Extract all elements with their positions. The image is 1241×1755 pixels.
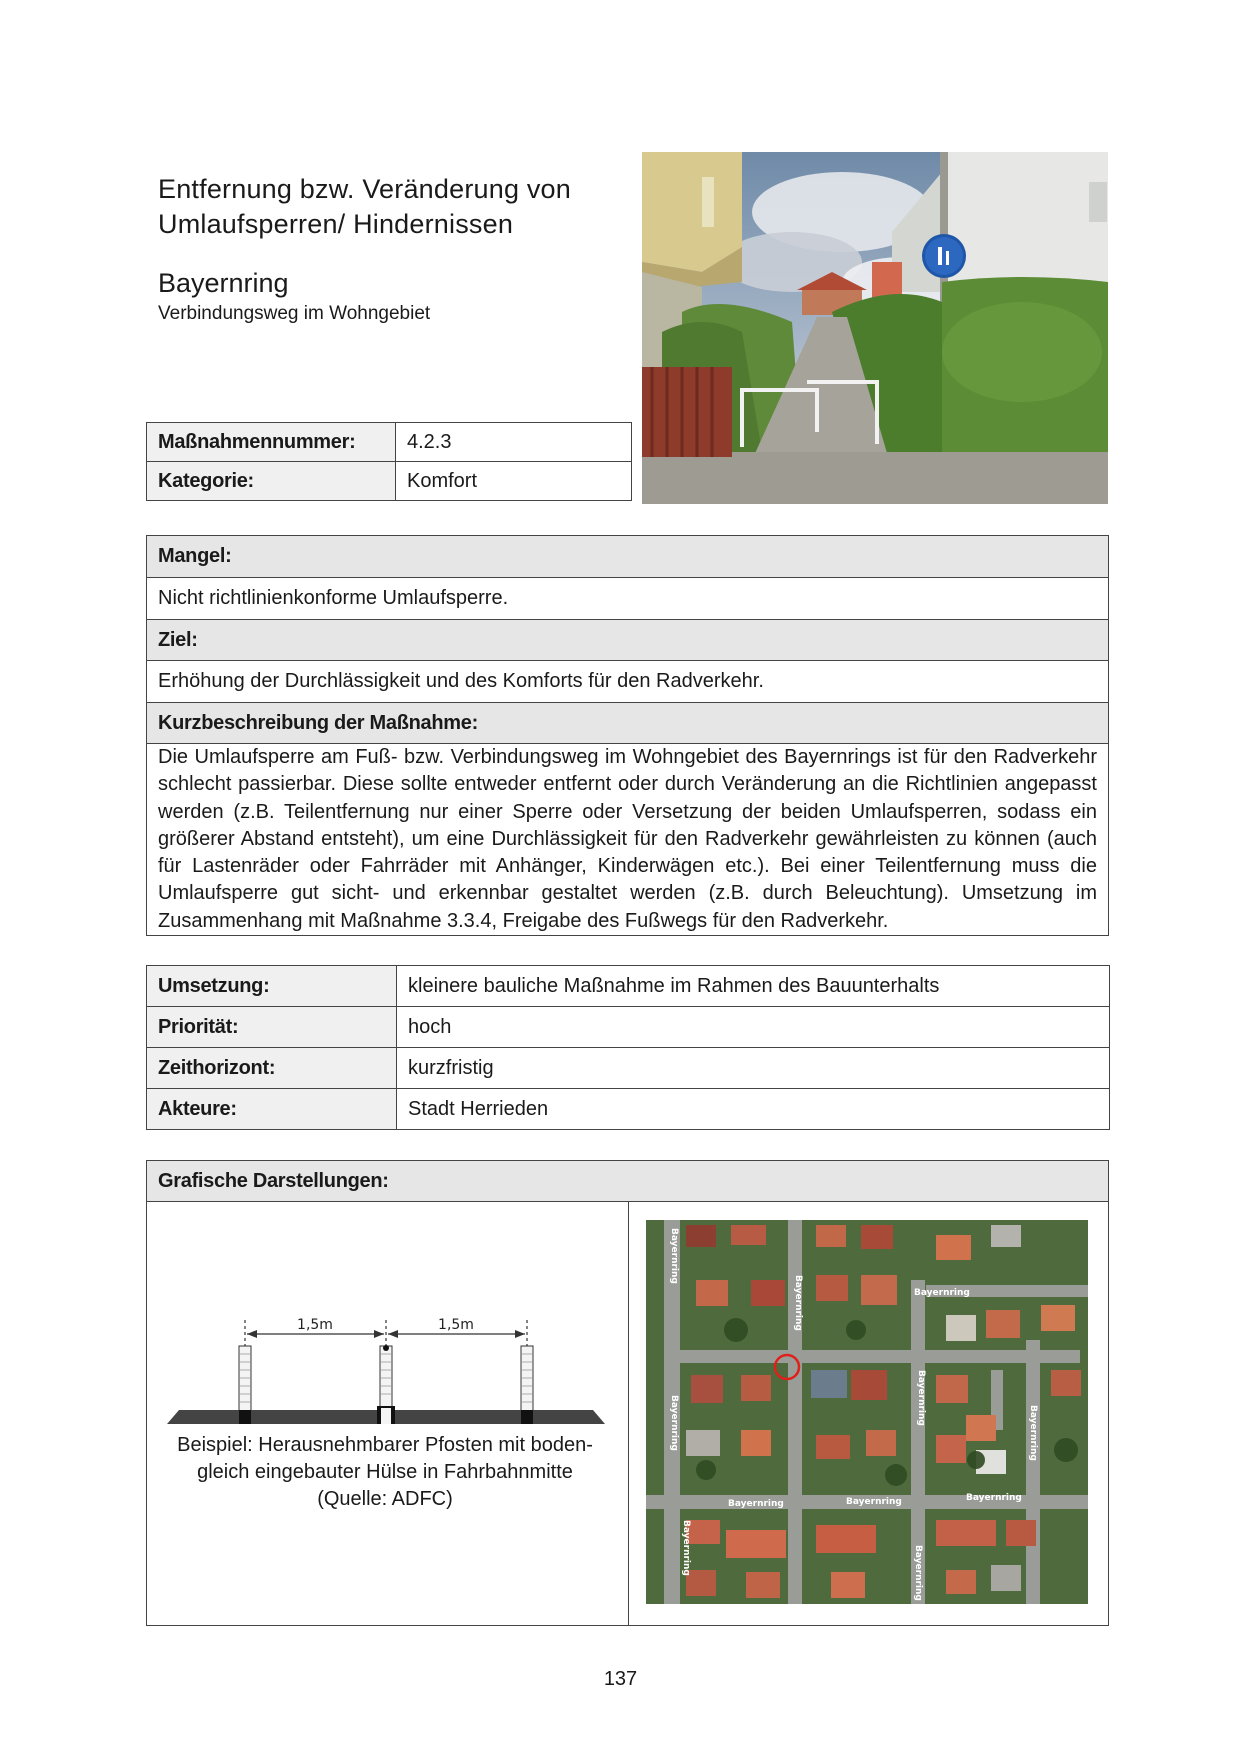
map-label-10: Bayernring <box>681 1520 691 1576</box>
mangel-label: Mangel: <box>147 536 1109 578</box>
details-row-umsetzung <box>147 966 1110 1007</box>
grafik-divider <box>628 1202 629 1625</box>
location-heading: Bayernring <box>158 268 289 298</box>
bollard-diagram <box>165 1310 605 1430</box>
ziel-label: Ziel: <box>147 620 1109 661</box>
map-label-11: Bayernring <box>913 1545 923 1601</box>
map-label-4: Bayernring <box>916 1370 926 1426</box>
photo-illustration <box>642 152 1108 504</box>
details-value-akteure: Stadt Herrieden <box>397 1089 1110 1130</box>
caption-line-1: Beispiel: Herausnehmbarer Pfosten mit boden- <box>177 1434 593 1456</box>
details-value-zeithorizont: kurzfristig <box>397 1048 1110 1089</box>
meta-table <box>146 422 632 501</box>
map-label-5: Bayernring <box>669 1395 679 1451</box>
details-label-akteure: Akteure: <box>147 1089 397 1130</box>
map-label-9: Bayernring <box>966 1493 1022 1503</box>
details-table <box>146 965 1110 1130</box>
details-row-zeithorizont <box>147 1048 1110 1089</box>
meta-label-nummer: Maßnahmennummer: <box>147 423 396 462</box>
map-label-3: Bayernring <box>914 1288 970 1298</box>
diagram-caption <box>160 1432 610 1513</box>
details-value-umsetzung: kleinere bauliche Maßnahme im Rahmen des Bauunterhalts <box>397 966 1110 1007</box>
aerial-map <box>646 1220 1088 1604</box>
details-label-zeithorizont: Zeithorizont: <box>147 1048 397 1089</box>
meta-label-kategorie: Kategorie: <box>147 462 396 501</box>
meta-value-kategorie: Komfort <box>396 462 632 501</box>
meta-value-nummer: 4.2.3 <box>396 423 632 462</box>
mangel-text: Nicht richtlinienkonforme Umlaufsperre. <box>147 578 1109 620</box>
photo-umlaufsperre <box>642 152 1108 504</box>
map-label-8: Bayernring <box>846 1497 902 1507</box>
page-title <box>158 172 628 242</box>
details-label-umsetzung: Umsetzung: <box>147 966 397 1007</box>
page-number: 137 <box>603 1668 638 1690</box>
description-table <box>146 535 1109 936</box>
title-line-1: Entfernung bzw. Veränderung von <box>158 174 571 204</box>
caption-line-3: (Quelle: ADFC) <box>317 1488 453 1510</box>
details-row-prioritaet <box>147 1007 1110 1048</box>
map-label-2: Bayernring <box>793 1275 803 1331</box>
kurz-text: Die Umlaufsperre am Fuß- bzw. Verbindungsweg im Wohngebiet des Bayernrings ist für den Radverkehr schlecht passierbar. Diese sollte entweder entfernt oder durch Veränderung an die Richtlinien angepasst werden (z.B. Teilentfernung nur einer Sperre oder Versetzung der beiden Umlaufsperren, sodass ein größerer Abstand entsteht), um eine Durchlässigkeit für den Radverkehr gewährleisten zu können (auch für Lastenräder oder Fahrräder mit Anhänger, Kinderwägen etc.). Bei einer Teilentfernung muss die Umlaufsperre gut sicht- und erkennbar gestaltet werden (z.B. durch Beleuchtung). Umsetzung im Zusammenhang mit Maßnahme 3.3.4, Freigabe des Fußwegs für den Radverkehr. <box>147 744 1109 936</box>
map-label-7: Bayernring <box>728 1499 784 1509</box>
aerial-map-illustration <box>646 1220 1088 1604</box>
grafik-label: Grafische Darstellungen: <box>147 1161 1108 1202</box>
ziel-text: Erhöhung der Durchlässigkeit und des Komforts für den Radverkehr. <box>147 661 1109 703</box>
caption-line-2: gleich eingebauter Hülse in Fahrbahnmitte <box>197 1461 573 1483</box>
map-label-1: Bayernring <box>669 1228 679 1284</box>
meta-row-kategorie <box>147 462 632 501</box>
kurz-label: Kurzbeschreibung der Maßnahme: <box>147 703 1109 744</box>
details-value-prioritaet: hoch <box>397 1007 1110 1048</box>
details-label-prioritaet: Priorität: <box>147 1007 397 1048</box>
map-label-6: Bayernring <box>1028 1405 1038 1461</box>
dimension-right: 1,5m <box>438 1317 474 1333</box>
details-row-akteure <box>147 1089 1110 1130</box>
location-detail: Verbindungsweg im Wohngebiet <box>158 303 431 324</box>
dimension-left: 1,5m <box>297 1317 333 1333</box>
title-line-2: Umlaufsperren/ Hindernissen <box>158 209 514 239</box>
meta-row-nummer <box>147 423 632 462</box>
